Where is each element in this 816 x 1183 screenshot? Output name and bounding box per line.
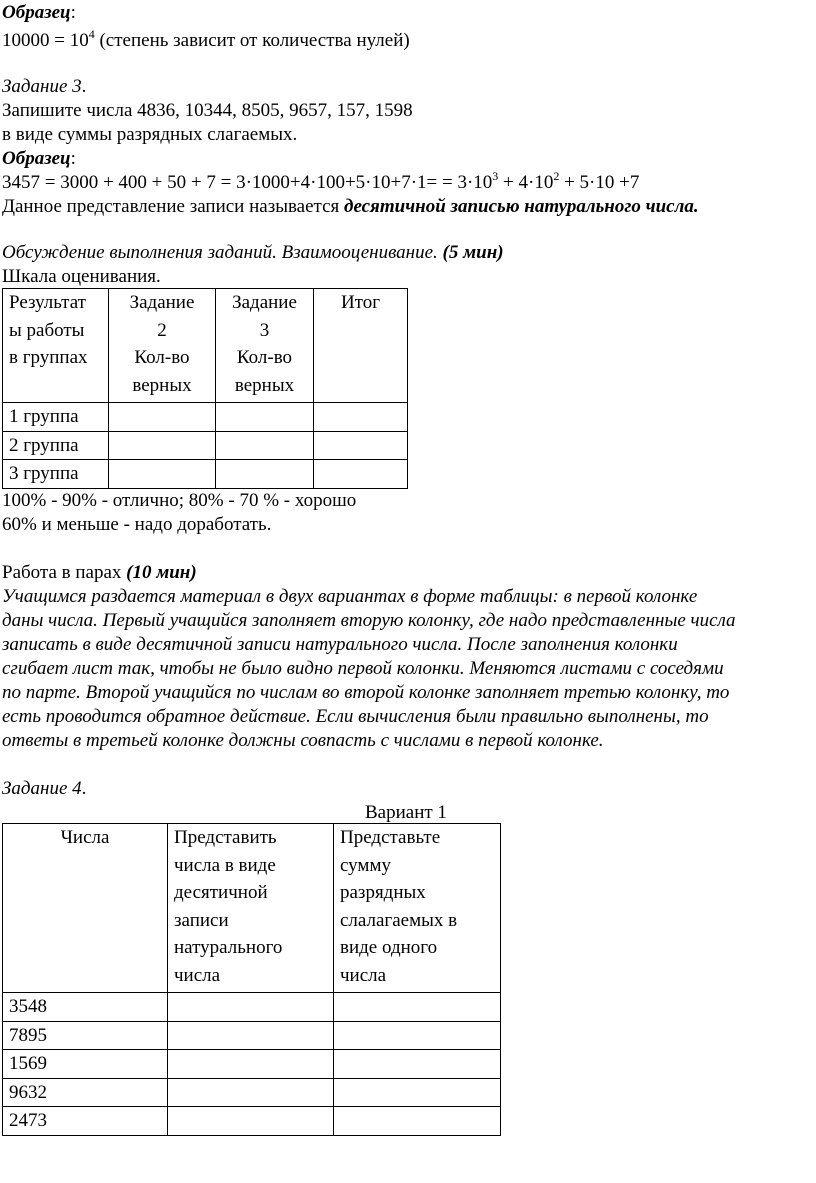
pair-work-line: сгибает лист так, чтобы не было видно первой колонки. Меняются листами с соседями xyxy=(2,658,724,679)
pair-work-line: Учащимся раздается материал в двух вариантах в форме таблицы: в первой колонке xyxy=(2,586,698,607)
table-row xyxy=(3,403,408,432)
sample2-eq-c: + 5·10 +7 xyxy=(559,172,640,193)
task4-header-numbers xyxy=(3,824,168,993)
task4-header-sum-l6: числа xyxy=(340,964,387,986)
task4-answer-cell[interactable] xyxy=(334,993,501,1022)
table-row xyxy=(3,1078,501,1107)
task4-answer-cell[interactable] xyxy=(334,1107,501,1136)
score-header-task3-l2: 3 xyxy=(259,319,270,341)
pair-work-line: есть проводится обратное действие. Если вычисления были правильно выполнены, то xyxy=(2,706,709,727)
task4-answer-cell[interactable] xyxy=(168,1107,334,1136)
definition-plain: Данное представление записи называется xyxy=(2,196,345,217)
table-row xyxy=(3,1021,501,1050)
sample1-colon: : xyxy=(70,2,76,23)
task4-answer-cell[interactable] xyxy=(334,1021,501,1050)
task4-answer-cell[interactable] xyxy=(168,993,334,1022)
score-cell-empty[interactable] xyxy=(109,431,216,460)
scale-label: Шкала оценивания. xyxy=(2,266,161,287)
sample1-exponent: 4 xyxy=(88,27,95,41)
score-row-group1: 1 группа xyxy=(3,403,109,432)
score-cell-empty[interactable] xyxy=(216,431,314,460)
task4-answer-cell[interactable] xyxy=(334,1078,501,1107)
score-cell-empty[interactable] xyxy=(314,431,408,460)
task4-answer-cell[interactable] xyxy=(168,1021,334,1050)
table-row xyxy=(3,993,501,1022)
score-table xyxy=(2,288,408,489)
pair-work-line: ответы в третьей колонке должны совпасть с числами в первой колонке. xyxy=(2,730,604,751)
score-header-results-l2: ы работы xyxy=(9,319,85,341)
task3-line1: Запишите числа 4836, 10344, 8505, 9657, 157, 1598 xyxy=(2,100,413,121)
task4-header-decimal-l5: натурального xyxy=(174,937,283,958)
sample2-label: Образец xyxy=(2,148,71,169)
task4-number: 1569 xyxy=(3,1050,168,1079)
task4-header-sum-l5: виде одного xyxy=(340,937,438,958)
pair-work-time: (10 мин) xyxy=(126,562,197,583)
discussion-line xyxy=(2,242,504,264)
score-header-total xyxy=(314,289,408,403)
table-row xyxy=(3,460,408,489)
table-row xyxy=(3,1050,501,1079)
sample1-equation xyxy=(2,27,410,52)
sample2-eq-b: + 4·10 xyxy=(498,172,554,193)
definition-line xyxy=(2,196,699,218)
sample1-line xyxy=(2,2,76,24)
score-header-total-l1: Итог xyxy=(340,292,381,313)
task4-title-dot: . xyxy=(81,778,87,799)
score-row-group3: 3 группа xyxy=(3,460,109,489)
pair-work-heading xyxy=(2,562,197,584)
task4-header-row xyxy=(3,824,501,993)
task4-header-sum-l4: слалагаемых в xyxy=(340,909,458,931)
task4-number: 2473 xyxy=(3,1107,168,1136)
task4-header-decimal xyxy=(168,824,334,993)
task4-answer-cell[interactable] xyxy=(168,1078,334,1107)
task3-title-dot: . xyxy=(81,76,87,97)
task4-header-sum-l3: разрядных xyxy=(340,882,426,903)
task4-number: 9632 xyxy=(3,1078,168,1107)
task4-answer-cell[interactable] xyxy=(334,1050,501,1079)
task4-header-decimal-l4: записи xyxy=(174,909,229,931)
score-header-task2-l3: Кол-во xyxy=(134,347,190,368)
task3-line2: в виде суммы разрядных слагаемых. xyxy=(2,124,298,145)
task4-answer-cell[interactable] xyxy=(168,1050,334,1079)
score-cell-empty[interactable] xyxy=(216,460,314,489)
score-cell-empty[interactable] xyxy=(314,460,408,489)
score-header-task3-l1: Задание xyxy=(232,292,297,313)
score-header-task3 xyxy=(216,289,314,403)
pair-work-line: даны числа. Первый учащийся заполняет вторую колонку, где надо представленные числа xyxy=(2,610,736,631)
task4-table xyxy=(2,823,501,1136)
score-table-header-row xyxy=(3,289,408,403)
task4-header-decimal-l6: числа xyxy=(174,964,221,986)
task4-heading xyxy=(2,778,86,800)
task4-header-decimal-l1: Представить xyxy=(174,827,277,848)
pair-work-line: записать в виде десятичной записи натурального числа. После заполнения колонки xyxy=(2,634,678,655)
sample2-exp-b: 2 xyxy=(553,169,560,183)
score-header-results xyxy=(3,289,109,403)
sample2-equation xyxy=(2,169,640,194)
definition-emph: десятичной записью натурального числа. xyxy=(344,196,699,217)
score-header-task2 xyxy=(109,289,216,403)
score-cell-empty[interactable] xyxy=(314,403,408,432)
task3-heading xyxy=(2,76,86,98)
task4-number: 3548 xyxy=(3,993,168,1022)
score-header-task2-l2: 2 xyxy=(157,319,167,341)
score-header-results-l3: в группах xyxy=(9,347,88,368)
sample2-colon: : xyxy=(70,148,76,169)
task4-header-sum xyxy=(334,824,501,993)
grading-line1: 100% - 90% - отлично; 80% - 70 % - хорошо xyxy=(2,490,357,511)
task4-header-decimal-l3: десятичной xyxy=(174,882,268,903)
table-row xyxy=(3,431,408,460)
task3-title: Задание 3 xyxy=(2,76,82,97)
pair-work-line: по парте. Второй учащийся по числам во второй колонке заполняет третью колонку, то xyxy=(2,682,730,703)
score-cell-empty[interactable] xyxy=(109,460,216,489)
task4-header-sum-l2: сумму xyxy=(340,854,391,876)
discussion-title: Обсуждение выполнения заданий. Взаимооценивание. xyxy=(2,242,443,263)
pair-work-title: Работа в парах xyxy=(2,562,127,583)
table-row xyxy=(3,1107,501,1136)
task4-header-numbers-l1: Числа xyxy=(60,827,110,848)
sample1-note: (степень зависит от количества нулей) xyxy=(94,30,410,51)
task4-header-sum-l1: Представьте xyxy=(340,827,441,848)
score-cell-empty[interactable] xyxy=(109,403,216,432)
sample2-exp-a: 3 xyxy=(492,169,499,183)
task4-variant: Вариант 1 xyxy=(365,802,447,823)
score-row-group2: 2 группа xyxy=(3,431,109,460)
score-header-task3-l3: Кол-во xyxy=(236,347,293,368)
task4-number: 7895 xyxy=(3,1021,168,1050)
task4-title: Задание 4 xyxy=(2,778,82,799)
score-header-results-l1: Результат xyxy=(9,292,86,313)
sample2-eq-a: 3457 = 3000 + 400 + 50 + 7 = 3·1000+4·100+5·10+7·1= = 3·10 xyxy=(2,172,493,193)
discussion-time: (5 мин) xyxy=(442,242,504,263)
score-header-task2-l1: Задание xyxy=(129,292,195,313)
sample1-label: Образец xyxy=(2,2,71,23)
score-cell-empty[interactable] xyxy=(216,403,314,432)
sample1-lhs: 10000 = 10 xyxy=(2,30,89,51)
score-header-task2-l4: верных xyxy=(132,374,192,396)
task4-header-decimal-l2: числа в виде xyxy=(174,854,276,876)
score-header-task3-l4: верных xyxy=(234,374,295,396)
sample2-line xyxy=(2,148,76,170)
grading-line2: 60% и меньше - надо доработать. xyxy=(2,514,272,535)
